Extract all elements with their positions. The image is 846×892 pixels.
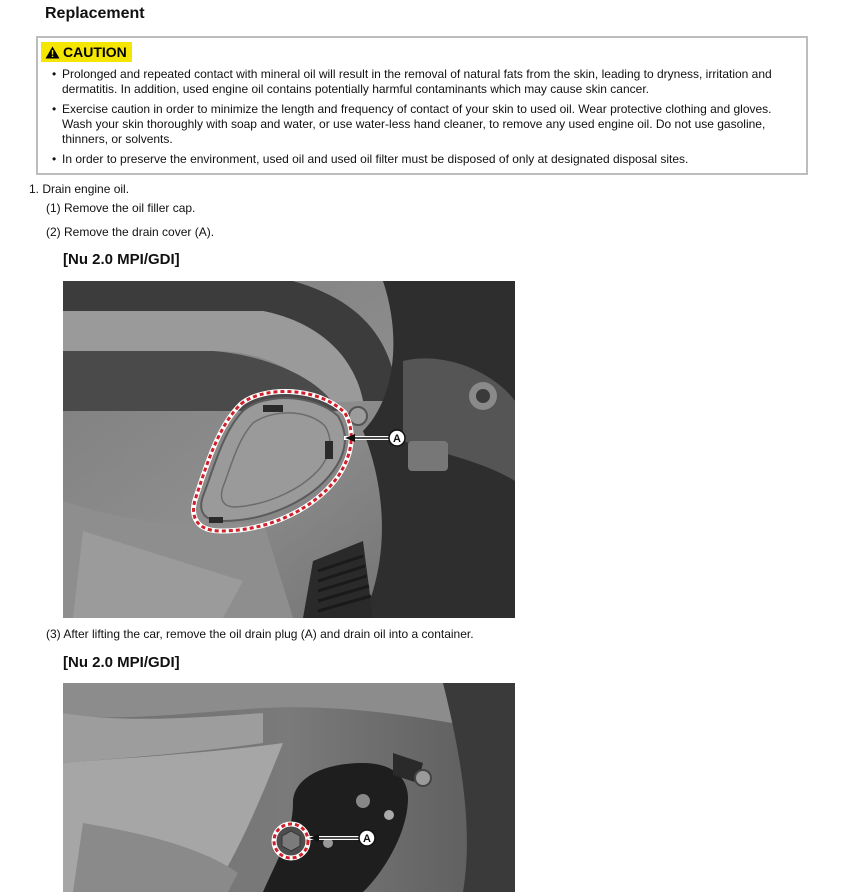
callout-a-label: A bbox=[363, 833, 371, 845]
caution-list bbox=[52, 67, 798, 172]
warning-triangle-icon bbox=[45, 46, 60, 59]
figure-1-heading: [Nu 2.0 MPI/GDI] bbox=[63, 251, 180, 268]
figure-2-heading: [Nu 2.0 MPI/GDI] bbox=[63, 654, 180, 671]
drain-cover-photo bbox=[63, 281, 515, 618]
step-1-drain-engine-oil: 1. Drain engine oil. bbox=[29, 182, 130, 196]
callout-a-label: A bbox=[393, 433, 401, 445]
caution-item: • Exercise caution in order to minimize the length and frequency of contact of your skin to used oil. Wear protective clothing and gloves. Wash your skin thoroughly with soap and water, or use water-less hand cleaner, to remove any used engine oil. Do not use gasoline, thinners, or solvents. bbox=[52, 102, 798, 147]
substep-remove-drain-plug: (3) After lifting the car, remove the oil drain plug (A) and drain oil into a container. bbox=[46, 627, 474, 641]
drain-plug-photo bbox=[63, 683, 515, 892]
caution-item: • In order to preserve the environment, used oil and used oil filter must be disposed of only at designated disposal sites. bbox=[52, 152, 798, 167]
caution-label: CAUTION bbox=[63, 44, 127, 60]
substep-remove-filler-cap: (1) Remove the oil filler cap. bbox=[46, 201, 196, 215]
page-title: Replacement bbox=[45, 5, 145, 22]
caution-badge bbox=[41, 42, 132, 62]
caution-box bbox=[36, 36, 808, 175]
caution-item: • Prolonged and repeated contact with mineral oil will result in the removal of natural fats from the skin, leading to dryness, irritation and dermatitis. In addition, used engine oil contains potentially harmful contaminants which may cause skin cancer. bbox=[52, 67, 798, 97]
substep-remove-drain-cover: (2) Remove the drain cover (A). bbox=[46, 225, 215, 239]
